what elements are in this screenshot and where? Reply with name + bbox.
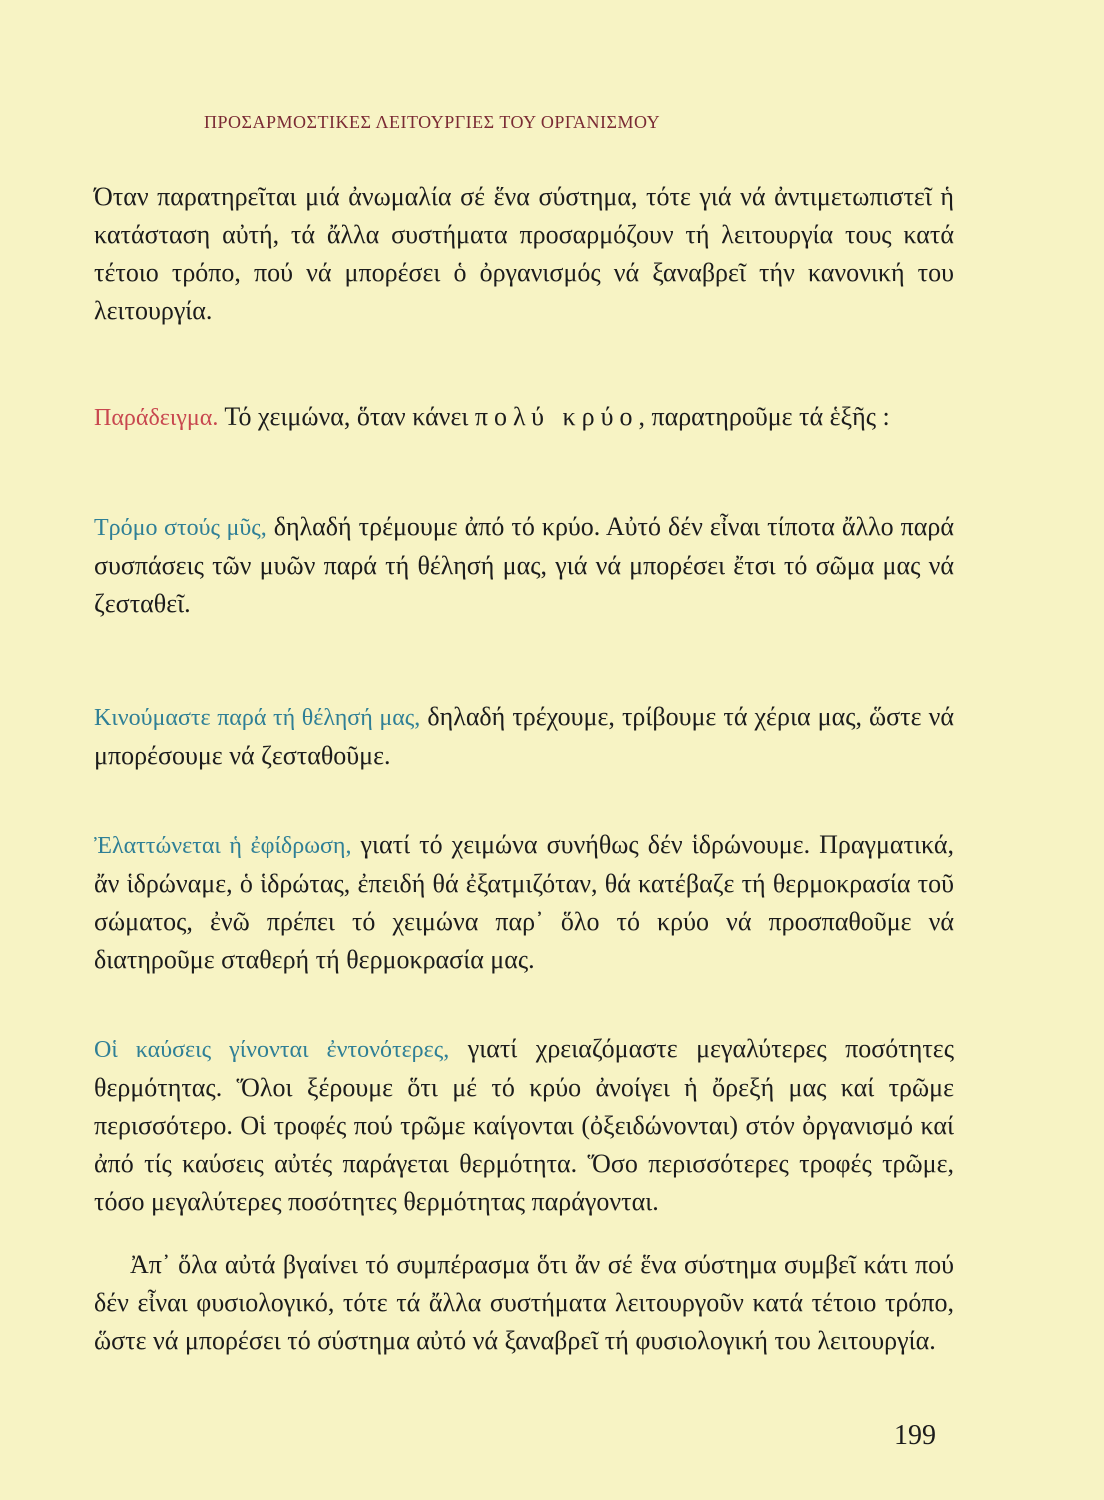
- example-paragraph: [94, 398, 954, 437]
- sweat-paragraph: [94, 826, 954, 979]
- movement-label: Κινούμαστε παρά τή θέλησή μας,: [94, 705, 421, 731]
- combustion-paragraph: [94, 1030, 954, 1221]
- sweat-text: γιατί τό χειμώνα συνήθως δέν ἱδρώνουμε. Πραγματικά, ἄν ἱδρώναμε, ὁ ἱδρώτας, ἐπειδή θά ἐξατμιζόταν, θά κατέβαζε τή θερμοκρασία τοῦ σώματος, ἐνῶ πρέπει τό χειμώνα παρ᾽ ὅλο τό κρύο νά προσπαθοῦμε νά διατηροῦμε σταθερή τή θερμοκρασία μας.: [94, 830, 954, 974]
- example-text-start: Τό χειμώνα, ὅταν κάνει: [218, 402, 475, 431]
- intro-paragraph: Όταν παρατηρεῖται μιά ἀνωμαλία σέ ἕνα σύστημα, τότε γιά νά ἀντιμετωπιστεῖ ἡ κατάσταση αὐτή, τά ἄλλα συστήματα προσαρμόζουν τή λειτουργία τους κατά τέτοιο τρόπο, πού νά μπορέσει ὁ ὀργανισμός νά ξαναβρεῖ τήν κανονική του λειτουργία.: [94, 182, 954, 325]
- tremor-label: Τρόμο στούς μῦς,: [94, 515, 267, 541]
- sweat-label: Ἐλαττώνεται ἡ ἐφίδρωση,: [94, 833, 352, 859]
- tremor-text: δηλαδή τρέμουμε ἀπό τό κρύο. Αὐτό δέν εἶναι τίποτα ἄλλο παρά συσπάσεις τῶν μυῶν παρά τή θέλησή μας, γιά νά μπορέσει ἔτσι τό σῶμα μας νά ζεσταθεῖ.: [94, 512, 954, 618]
- movement-text: δηλαδή τρέχουμε, τρίβουμε τά χέρια μας, ὥστε νά μπορέσουμε νά ζεσταθοῦμε.: [94, 702, 954, 770]
- example-label: Παράδειγμα.: [94, 405, 219, 431]
- combustion-label: Οἱ καύσεις γίνονται ἐντονότερες,: [94, 1037, 450, 1063]
- movement-paragraph: [94, 698, 954, 775]
- conclusion-paragraph: Ἀπ᾽ ὅλα αὐτά βγαίνει τό συμπέρασμα ὅτι ἄν σέ ἕνα σύστημα συμβεῖ κάτι πού δέν εἶναι φυσιολογικό, τότε τά ἄλλα συστήματα λειτουργοῦν κατά τέτοιο τρόπο, ὥστε νά μπορέσει τό σύστημα αὐτό νά ξαναβρεῖ τή φυσιολογική του λειτουργία.: [94, 1250, 954, 1355]
- example-text-end: , παρατηροῦμε τά ἑξῆς :: [638, 402, 890, 431]
- page-number: 199: [894, 1420, 936, 1451]
- tremor-paragraph: [94, 508, 954, 623]
- example-emphasis: πολύ κρύο: [474, 402, 639, 431]
- combustion-text: γιατί χρειαζόμαστε μεγαλύτερες ποσότητες θερμότητας. Ὅλοι ξέρουμε ὅτι μέ τό κρύο ἀνοίγει ἡ ὄρεξή μας καί τρῶμε περισσότερο. Οἱ τροφές πού τρῶμε καίγονται (ὀξειδώνονται) στόν ὀργανισμό καί ἀπό τίς καύσεις αὐτές παράγεται θερμότητα. Ὅσο περισσότερες τροφές τρῶμε, τόσο μεγαλύτερες ποσότητες θερμότητας παράγονται.: [94, 1034, 954, 1216]
- running-header: ΠΡΟΣΑΡΜΟΣΤΙΚΕΣ ΛΕΙΤΟΥΡΓΙΕΣ ΤΟΥ ΟΡΓΑΝΙΣΜΟΥ: [204, 112, 661, 132]
